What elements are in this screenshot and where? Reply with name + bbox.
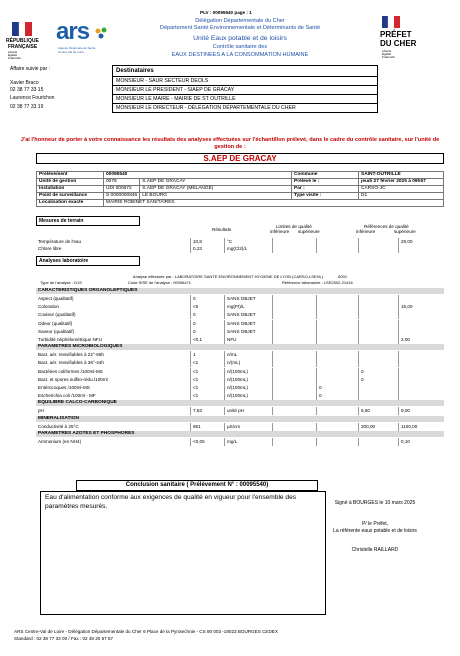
result-ref-inf	[358, 245, 361, 253]
conclusion-box	[40, 491, 326, 615]
result-label: Ammonium (en NH4)	[38, 438, 82, 444]
header-line-4: Contrôle sanitaire des	[212, 44, 268, 50]
result-unit: SANS OBJET	[224, 328, 256, 336]
result-lim-sup	[316, 336, 319, 344]
signature-pour: P/ le Préfet,	[361, 521, 389, 527]
result-value: 0	[190, 295, 196, 303]
result-value: <1	[190, 392, 198, 400]
rep-line1: RÉPUBLIQUE	[6, 38, 39, 44]
result-lim-sup	[316, 423, 319, 431]
info-value: CARSO-JC	[359, 186, 444, 193]
result-label: Température de l'eau	[38, 239, 82, 244]
result-ref-inf	[358, 336, 361, 344]
result-lim-sup	[316, 438, 319, 446]
header-line-1: Délégation Départementale du Cher	[195, 18, 285, 24]
result-row	[36, 368, 444, 376]
labo-ref: Référence laboratoire : LSE2502-21416	[282, 280, 353, 285]
col-refs: Références de qualité	[364, 224, 409, 229]
result-value: <1	[190, 359, 198, 367]
ars-wordmark: ars	[56, 18, 90, 45]
result-ref-inf	[358, 311, 361, 319]
contact-phone: 02 38 77 33 19	[10, 104, 44, 110]
result-label: Bact. aér. revivifiables à 22°-68h	[38, 352, 104, 358]
result-lim-sup	[316, 320, 319, 328]
result-unit: SANS OBJET	[224, 320, 256, 328]
result-value: <5	[190, 303, 198, 311]
destinataire-item: MONSIEUR LE DIRECTEUR - DÉLÉGATION DÉPARTEMENTALE DU CHER	[116, 105, 296, 111]
result-ref-sup: 15,00	[398, 303, 413, 311]
terrain-title: Mesures de terrain	[36, 216, 140, 226]
ars-subtitle2: Centre-Val de Loire	[58, 50, 84, 54]
result-ref-inf: 0	[358, 368, 364, 376]
signature-signed: Signé à BOURGES le 10 mars 2025	[334, 500, 416, 506]
info-code: 0078	[104, 179, 140, 186]
result-ref-inf	[358, 328, 361, 336]
result-ref-sup	[398, 392, 401, 400]
result-ref-sup	[398, 384, 401, 392]
result-ref-sup	[398, 311, 401, 319]
prefet-line2: DU CHER	[380, 39, 417, 48]
info-value: D1	[359, 193, 444, 200]
result-ref-sup	[398, 245, 401, 253]
result-value: 0	[190, 311, 196, 319]
result-unit: SANS OBJET	[224, 295, 256, 303]
labo-effectuee-code: 6001	[338, 274, 348, 279]
result-lim-inf	[272, 311, 275, 319]
info-code	[104, 193, 140, 200]
result-label: Saveur (qualitatif)	[38, 328, 75, 334]
result-row	[36, 351, 444, 359]
result-ref-sup	[398, 351, 401, 359]
result-lim-inf	[272, 407, 275, 415]
prefet-line5: Fraternité	[382, 55, 395, 59]
contact-name: Laurence Fourichon	[10, 94, 55, 101]
info-code-number: 0000000846	[110, 193, 138, 198]
prefet-line3: Liberté	[382, 49, 392, 53]
footer	[14, 628, 454, 642]
result-label: Chlore libre	[38, 246, 62, 251]
result-ref-inf	[358, 392, 361, 400]
result-label: Turbidité néphélométrique NFU	[38, 337, 102, 342]
result-lim-inf	[272, 359, 275, 367]
result-value: 7,53	[190, 407, 202, 415]
result-label: Escherichia coli /100ml - MF	[38, 393, 96, 399]
section-header: MINERALISATION	[36, 416, 444, 422]
prefet-line4: Égalité	[382, 52, 392, 56]
result-unit: mg/L	[224, 438, 237, 446]
result-unit: µS/cm	[224, 423, 240, 431]
result-row	[36, 320, 444, 328]
result-lim-inf	[272, 376, 275, 384]
result-lim-inf	[272, 303, 275, 311]
result-value: 10,8	[190, 238, 202, 246]
footer-line-1: ARS Centre-Val de Loire - Délégation Départementale du Cher 6 Place de la Pyrotechnie - CS 80 003 -18023 BOURGES CEDEX	[14, 629, 278, 634]
result-lim-inf	[272, 320, 275, 328]
affaire-label: Affaire suivie par :	[10, 66, 50, 72]
result-lim-sup	[316, 311, 319, 319]
result-lim-inf	[272, 336, 275, 344]
result-ref-inf: 6,50	[358, 407, 370, 415]
labo-type: Type de l'analyse : D1S	[40, 280, 82, 285]
info-value: MAIRIE ROBINET SANITAIRES	[104, 200, 444, 207]
result-unit: °C	[224, 238, 232, 246]
info-label: Installation	[37, 186, 104, 193]
signature-block	[330, 500, 420, 554]
terrain-headers	[36, 224, 444, 238]
result-unit: n/(100mL)	[224, 392, 248, 400]
info-label: Prélevé le :	[292, 179, 359, 186]
ars-subtitle1: Agence Régionale de Santé	[58, 46, 96, 50]
info-table	[36, 171, 444, 207]
col-limites-inf: inférieure	[270, 229, 290, 234]
conclusion-text: Eau d'alimentation conforme aux exigences de qualité en vigueur pour l'ensemble des paramètres mesurés.	[45, 494, 297, 510]
info-label: Commune	[292, 172, 359, 179]
result-ref-inf	[358, 295, 361, 303]
destinataire-item: MONSIEUR LE MAIRE - MAIRIE DE ST OUTRILLE	[113, 95, 377, 104]
result-label: Conductivité à 25°C	[38, 423, 79, 429]
info-value: LE BOURG	[140, 193, 292, 200]
unit-name-banner: S.AEP DE GRACAY	[36, 153, 444, 164]
result-unit: n/mL	[224, 351, 237, 359]
result-ref-sup: 9,00	[398, 407, 410, 415]
result-value: 661	[190, 423, 201, 431]
result-ref-inf: 200,00	[358, 423, 375, 431]
header-line-2: Département Santé Environnementale et Déterminants de Santé	[159, 25, 321, 31]
section-header: PARAMETRES MICROBIOLOGIQUES	[36, 344, 444, 350]
result-row	[36, 245, 444, 253]
col-limites-sup: supérieure	[298, 229, 320, 234]
result-lim-sup	[316, 295, 319, 303]
signature-name: Christelle RAILLARD	[351, 547, 399, 553]
result-ref-sup: 25,00	[398, 238, 413, 246]
result-label: Bactéries coliformes /100ml-MS	[38, 368, 103, 374]
result-row	[36, 359, 444, 367]
destinataires-box	[112, 65, 378, 113]
prefet-line1: PRÉFET	[380, 30, 412, 39]
result-label: Bact. et spores sulfito-rédu./100ml	[38, 376, 108, 382]
labo-title: Analyses laboratoire	[36, 256, 140, 266]
result-lim-sup	[316, 407, 319, 415]
result-row	[36, 311, 444, 319]
page-header	[0, 0, 460, 70]
result-lim-sup	[316, 303, 319, 311]
result-lim-sup: 0	[316, 392, 322, 400]
result-label: Bact. aér. revivifiables à 36°-44h	[38, 360, 104, 366]
result-lim-sup	[316, 351, 319, 359]
result-ref-inf	[358, 384, 361, 392]
section-header: CARACTERISTIQUES ORGANOLEPTIQUES	[36, 288, 444, 294]
info-code-type: UDI	[106, 186, 115, 191]
destinataires-title: Destinataires	[113, 66, 377, 77]
result-ref-inf	[358, 351, 361, 359]
result-lim-inf	[272, 438, 275, 446]
result-lim-inf	[272, 423, 275, 431]
plv-reference: PLV : 00095540 page : 1	[200, 10, 252, 15]
result-ref-inf	[358, 303, 361, 311]
col-refs-inf: inférieure	[356, 229, 376, 234]
info-row-point	[37, 193, 444, 200]
info-code	[104, 186, 140, 193]
republique-francaise-logo	[6, 22, 50, 58]
result-unit: n/(100mL)	[224, 376, 248, 384]
result-row	[36, 423, 444, 431]
col-limites: Limites de qualité	[276, 224, 312, 229]
footer-line-2: Standard : 02 38 77 33 00 / Fax : 02 48 20 57 57	[14, 636, 114, 641]
result-ref-sup: 2,00	[398, 336, 410, 344]
info-code-type: S	[106, 193, 110, 198]
contact-name: Xavier Braco	[10, 79, 39, 86]
result-lim-inf	[272, 384, 275, 392]
result-ref-sup: 1100,00	[398, 423, 417, 431]
labo-code-sise: Code SISE de l'analyse : 00096471	[128, 280, 192, 285]
result-value: 0	[190, 320, 196, 328]
result-value: <1	[190, 368, 198, 376]
result-label: Odeur (qualitatif)	[38, 320, 73, 326]
result-value: 0	[190, 328, 196, 336]
result-ref-inf: 0	[358, 376, 364, 384]
result-unit: n/(mL)	[224, 359, 240, 367]
result-value: <1	[190, 384, 198, 392]
affaire-suivie-block	[10, 66, 100, 112]
header-line-3: Unité Eaux potable et de loisirs	[193, 35, 287, 42]
prefet-du-cher-logo	[374, 16, 444, 60]
contact-phone: 02 38 77 33 15	[10, 87, 44, 93]
result-row	[36, 336, 444, 344]
result-value: 1	[190, 351, 196, 359]
result-lim-sup	[316, 245, 319, 253]
result-unit: n/(100mL)	[224, 384, 248, 392]
result-lim-inf	[272, 351, 275, 359]
conclusion-title: Conclusion sanitaire ( Prélèvement N° : 00095540)	[76, 480, 318, 491]
rep-line2: FRANÇAISE	[8, 44, 38, 50]
info-label: Point de surveillance	[37, 193, 104, 200]
result-ref-inf	[358, 320, 361, 328]
signature-role: La référente eaux potable et de loisirs	[333, 528, 417, 534]
intro-text: J'ai l'honneur de porter à votre connaissance les résultats des analyses effectuées sur l'échantillon prélevé, dans le cadre du contrôle sanitaire, sur l'unité de gestion de :	[20, 137, 440, 150]
rep-line4: Égalité	[8, 53, 18, 57]
result-lim-inf	[272, 295, 275, 303]
result-ref-sup	[398, 376, 401, 384]
section-header: EQUILIBRE CALCO-CARBONIQUE	[36, 400, 444, 406]
destinataire-item: MONSIEUR LE PRESIDENT - SIAEP DE GRACAY	[113, 86, 377, 95]
result-unit: mg(Pt)/L	[224, 303, 245, 311]
info-label: Localisation exacte	[37, 200, 104, 207]
result-row	[36, 328, 444, 336]
result-row	[36, 384, 444, 392]
result-value: <0,05	[190, 438, 205, 446]
result-lim-inf	[272, 368, 275, 376]
result-label: Couleur (qualitatif)	[38, 312, 76, 318]
result-lim-sup	[316, 328, 319, 336]
destinataire-item: MONSIEUR - SAUR SECTEUR DEOLS	[113, 77, 377, 86]
result-lim-sup	[316, 376, 319, 384]
result-lim-sup	[316, 368, 319, 376]
result-label: Coloration	[38, 304, 59, 310]
result-row	[36, 392, 444, 400]
info-value: S.AEP DE GRACAY	[140, 179, 292, 186]
col-refs-sup: supérieure	[394, 229, 416, 234]
result-value: <1	[190, 376, 198, 384]
result-ref-sup: 0,10	[398, 438, 410, 446]
result-row	[36, 407, 444, 415]
result-ref-sup	[398, 368, 401, 376]
info-code-number: 000672	[115, 186, 132, 191]
result-ref-inf	[358, 438, 361, 446]
result-row	[36, 303, 444, 311]
rep-line5: Fraternité	[8, 56, 21, 60]
info-value: S.AEP DE GRACAY (MELANGE)	[140, 186, 292, 193]
result-ref-sup	[398, 320, 401, 328]
result-lim-sup: 0	[316, 384, 322, 392]
result-ref-inf	[358, 359, 361, 367]
result-ref-sup	[398, 359, 401, 367]
result-lim-inf	[272, 328, 275, 336]
result-lim-sup	[316, 359, 319, 367]
result-value: 0,23	[190, 245, 202, 253]
info-label: Prélèvement	[37, 172, 104, 179]
result-row	[36, 295, 444, 303]
info-value: jeudi 27 février 2025 à 09h57	[359, 179, 444, 186]
result-row	[36, 438, 444, 446]
labo-effectuee	[36, 274, 444, 279]
info-label: Par :	[292, 186, 359, 193]
result-row	[36, 376, 444, 384]
info-row-localisation	[37, 200, 444, 207]
rep-line3: Liberté	[8, 50, 18, 54]
result-lim-inf	[272, 392, 275, 400]
result-ref-sup	[398, 295, 401, 303]
result-label: Aspect (qualitatif)	[38, 296, 74, 301]
result-lim-inf	[272, 245, 275, 253]
info-value: SAINT-OUTRILLE	[359, 172, 444, 179]
labo-effectuee-text: Analyse effectuée par : LABORATOIRE SANTE ENVIRONNEMENT HYGIENE DE LYON (CARSO-LSEHL)	[132, 274, 324, 279]
result-unit: n/(100mL)	[224, 368, 248, 376]
result-label: Entérocoques /100ml-MS	[38, 385, 90, 390]
result-unit: unité pH	[224, 407, 244, 415]
info-row-unite	[37, 179, 444, 186]
info-value: 00095540	[104, 172, 292, 179]
result-value: <0,1	[190, 336, 202, 344]
section-header: PARAMETRES AZOTES ET PHOSPHORES	[36, 431, 444, 437]
col-resultats: Résultats	[212, 227, 232, 232]
info-row-installation	[37, 186, 444, 193]
header-line-5: EAUX DESTINEES A LA CONSOMMATION HUMAINE	[171, 52, 309, 58]
info-label: Type visite :	[292, 193, 359, 200]
info-row-prelevement	[37, 172, 444, 179]
result-unit: SANS OBJET	[224, 311, 256, 319]
result-label: pH	[38, 408, 44, 414]
result-unit: mg(Cl2)/L	[224, 245, 247, 253]
result-unit: NFU	[224, 336, 236, 344]
result-ref-sup	[398, 328, 401, 336]
info-label: Unité de gestion	[37, 179, 104, 186]
ars-logo	[56, 18, 112, 56]
